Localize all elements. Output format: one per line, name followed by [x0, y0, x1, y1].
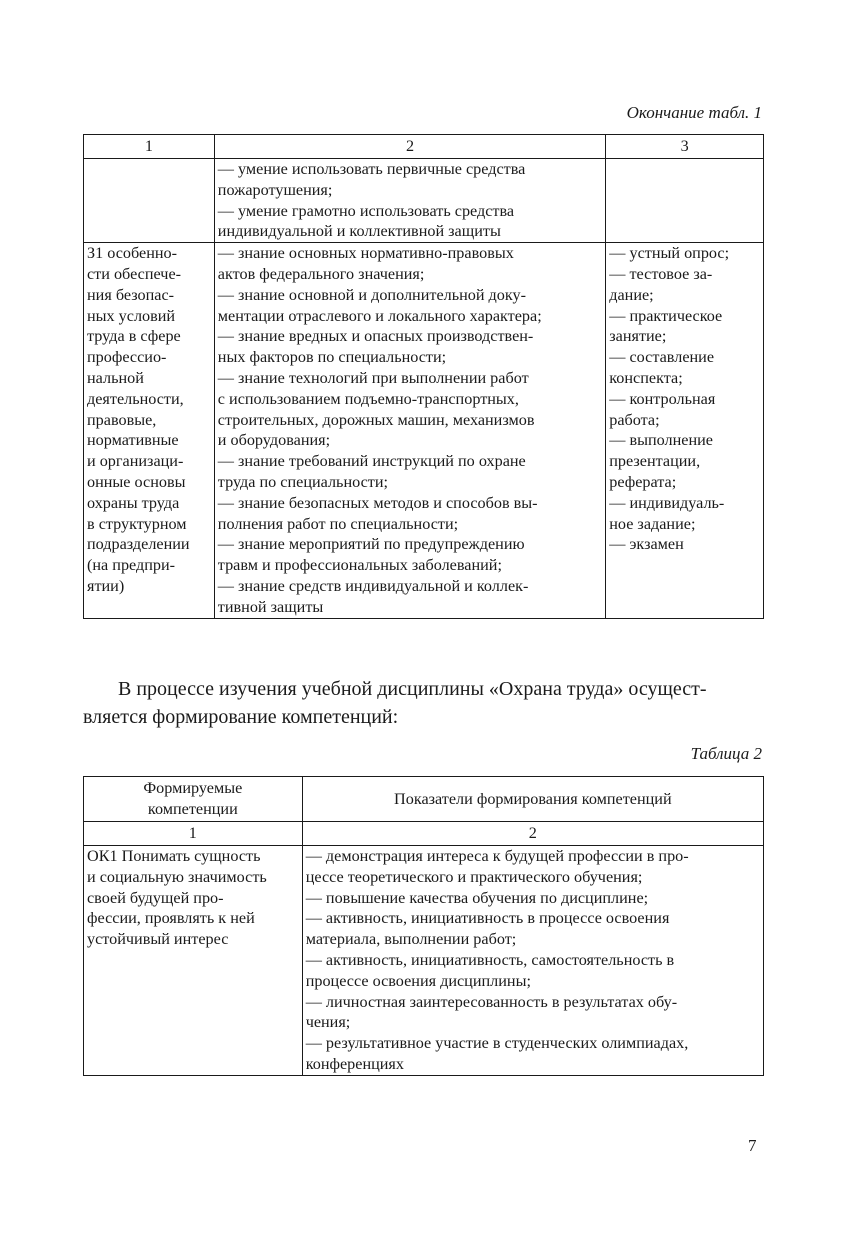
table2-title-row [84, 777, 764, 822]
paragraph-line: В процессе изучения учебной дисциплины «Охрана труда» осущест- [118, 678, 707, 700]
text-line: конференциях [305, 1054, 404, 1073]
text-line: охраны труда [87, 493, 180, 512]
text-line: — знание требований инструкций по охране [217, 452, 526, 471]
text-line: и социальную значимость [87, 867, 267, 886]
text-line: — умение грамотно использовать средства [217, 201, 515, 220]
text-line: — личностная заинтересованность в результатах обу- [305, 992, 678, 1011]
table2-header-cell: 2 [302, 822, 763, 846]
text-line: ментации отраслевого и локального характера; [217, 306, 542, 325]
text-line: З1 особенно- [87, 244, 178, 263]
text-line: — знание мероприятий по предупреждению [217, 535, 525, 554]
text-line: травм и профессиональных заболеваний; [217, 556, 502, 575]
text-line: — знание основных нормативно-правовых [217, 244, 514, 263]
table1-cell [214, 243, 605, 618]
text-line: — знание безопасных методов и способов вы- [217, 493, 538, 512]
text-line: (на предпри- [87, 556, 176, 575]
text-line: устойчивый интерес [87, 930, 229, 949]
table-row [84, 846, 764, 1076]
text-line: презентации, [609, 452, 701, 471]
table1-header-cell: 2 [214, 135, 605, 159]
text-line: правовые, [87, 410, 157, 429]
paragraph-line: вляется формирование компетенций: [83, 706, 399, 728]
table2-cell [84, 846, 303, 1076]
table1-header-row [84, 135, 764, 159]
text-line: — устный опрос; [609, 244, 730, 263]
text-line: — демонстрация интереса к будущей профессии в про- [305, 847, 689, 865]
table2-head-cell: Показатели формирования компетенций [302, 777, 763, 822]
text-line: — выполнение [609, 431, 713, 450]
text-line: реферата; [609, 472, 677, 491]
text-line: с использованием подъемно-транспортных, [217, 389, 519, 408]
text-line: полнения работ по специальности; [217, 514, 459, 533]
text-line: — тестовое за- [609, 264, 713, 283]
text-line: дание; [609, 285, 654, 304]
text-line: ное задание; [609, 514, 696, 533]
table2-caption: Таблица 2 [690, 744, 762, 763]
text-line: строительных, дорожных машин, механизмов [217, 410, 535, 429]
text-line: работа; [609, 410, 660, 429]
table2-header-row [84, 822, 764, 846]
text-line: и оборудования; [217, 431, 331, 450]
text-line: — контрольная [609, 389, 716, 408]
text-line: конспекта; [609, 368, 683, 387]
text-line: — активность, инициативность, самостоятельность в [305, 950, 675, 969]
text-line: — повышение качества обучения по дисциплине; [305, 888, 649, 907]
text-line: в структурном [87, 514, 187, 533]
text-line: индивидуальной и коллективной защиты [217, 222, 501, 241]
text-line: компетенции [147, 800, 238, 818]
text-line: своей будущей про- [87, 888, 224, 907]
text-line: фессии, проявлять к ней [87, 909, 255, 928]
text-line: — экзамен [609, 535, 684, 554]
text-line: — результативное участие в студенческих олимпиадах, [305, 1034, 689, 1053]
table-row [84, 243, 764, 618]
text-line: — умение использовать первичные средства [217, 160, 526, 178]
text-line: ных условий [87, 306, 176, 325]
table1-cell [84, 243, 215, 618]
text-line: онные основы [87, 472, 186, 491]
text-line: — составление [609, 348, 715, 367]
text-line: процессе освоения дисциплины; [305, 971, 531, 990]
text-line: материала, выполнении работ; [305, 930, 517, 949]
text-line: профессио- [87, 348, 167, 367]
text-line: актов федерального значения; [217, 264, 425, 283]
text-line: занятие; [609, 327, 667, 346]
text-line: сти обеспече- [87, 264, 182, 283]
text-line: труда по специальности; [217, 472, 389, 491]
text-line: — знание вредных и опасных производствен- [217, 327, 534, 346]
text-line: — знание основной и дополнительной доку- [217, 285, 526, 304]
text-line: тивной защиты [217, 597, 324, 616]
text-line: нормативные [87, 431, 179, 450]
text-line: деятельности, [87, 389, 184, 408]
text-line: — практическое [609, 306, 723, 325]
text-line: ятии) [87, 576, 125, 595]
table1-header-cell: 3 [606, 135, 764, 159]
table1-cell [606, 159, 764, 243]
table-row [84, 159, 764, 243]
text-line: цессе теоретического и практического обучения; [305, 867, 643, 886]
text-line: — индивидуаль- [609, 493, 725, 512]
table2-cell [302, 846, 763, 1076]
table2-head-cell [84, 777, 303, 822]
text-line: и организаци- [87, 452, 184, 471]
table1-caption: Окончание табл. 1 [626, 103, 762, 122]
text-line: Формируемые [143, 779, 243, 798]
text-line: подразделении [87, 535, 190, 554]
table2-header-cell: 1 [84, 822, 303, 846]
text-line: — знание средств индивидуальной и коллек- [217, 576, 529, 595]
text-line: пожаротушения; [217, 180, 333, 199]
table1-header-cell: 1 [84, 135, 215, 159]
text-line: ных факторов по специальности; [217, 348, 447, 367]
table1-cell [214, 159, 605, 243]
text-line: ния безопас- [87, 285, 175, 304]
text-line: — активность, инициативность в процессе освоения [305, 909, 670, 928]
text-line: труда в сфере [87, 327, 181, 346]
table1-cell [84, 159, 215, 243]
text-line: нальной [87, 368, 144, 387]
page-number: 7 [748, 1136, 757, 1155]
text-line: ОК1 Понимать сущность [87, 847, 261, 865]
table-2 [83, 776, 764, 1076]
text-line: чения; [305, 1013, 351, 1032]
text-line: — знание технологий при выполнении работ [217, 368, 529, 387]
table1-cell [606, 243, 764, 618]
table-1 [83, 134, 764, 619]
